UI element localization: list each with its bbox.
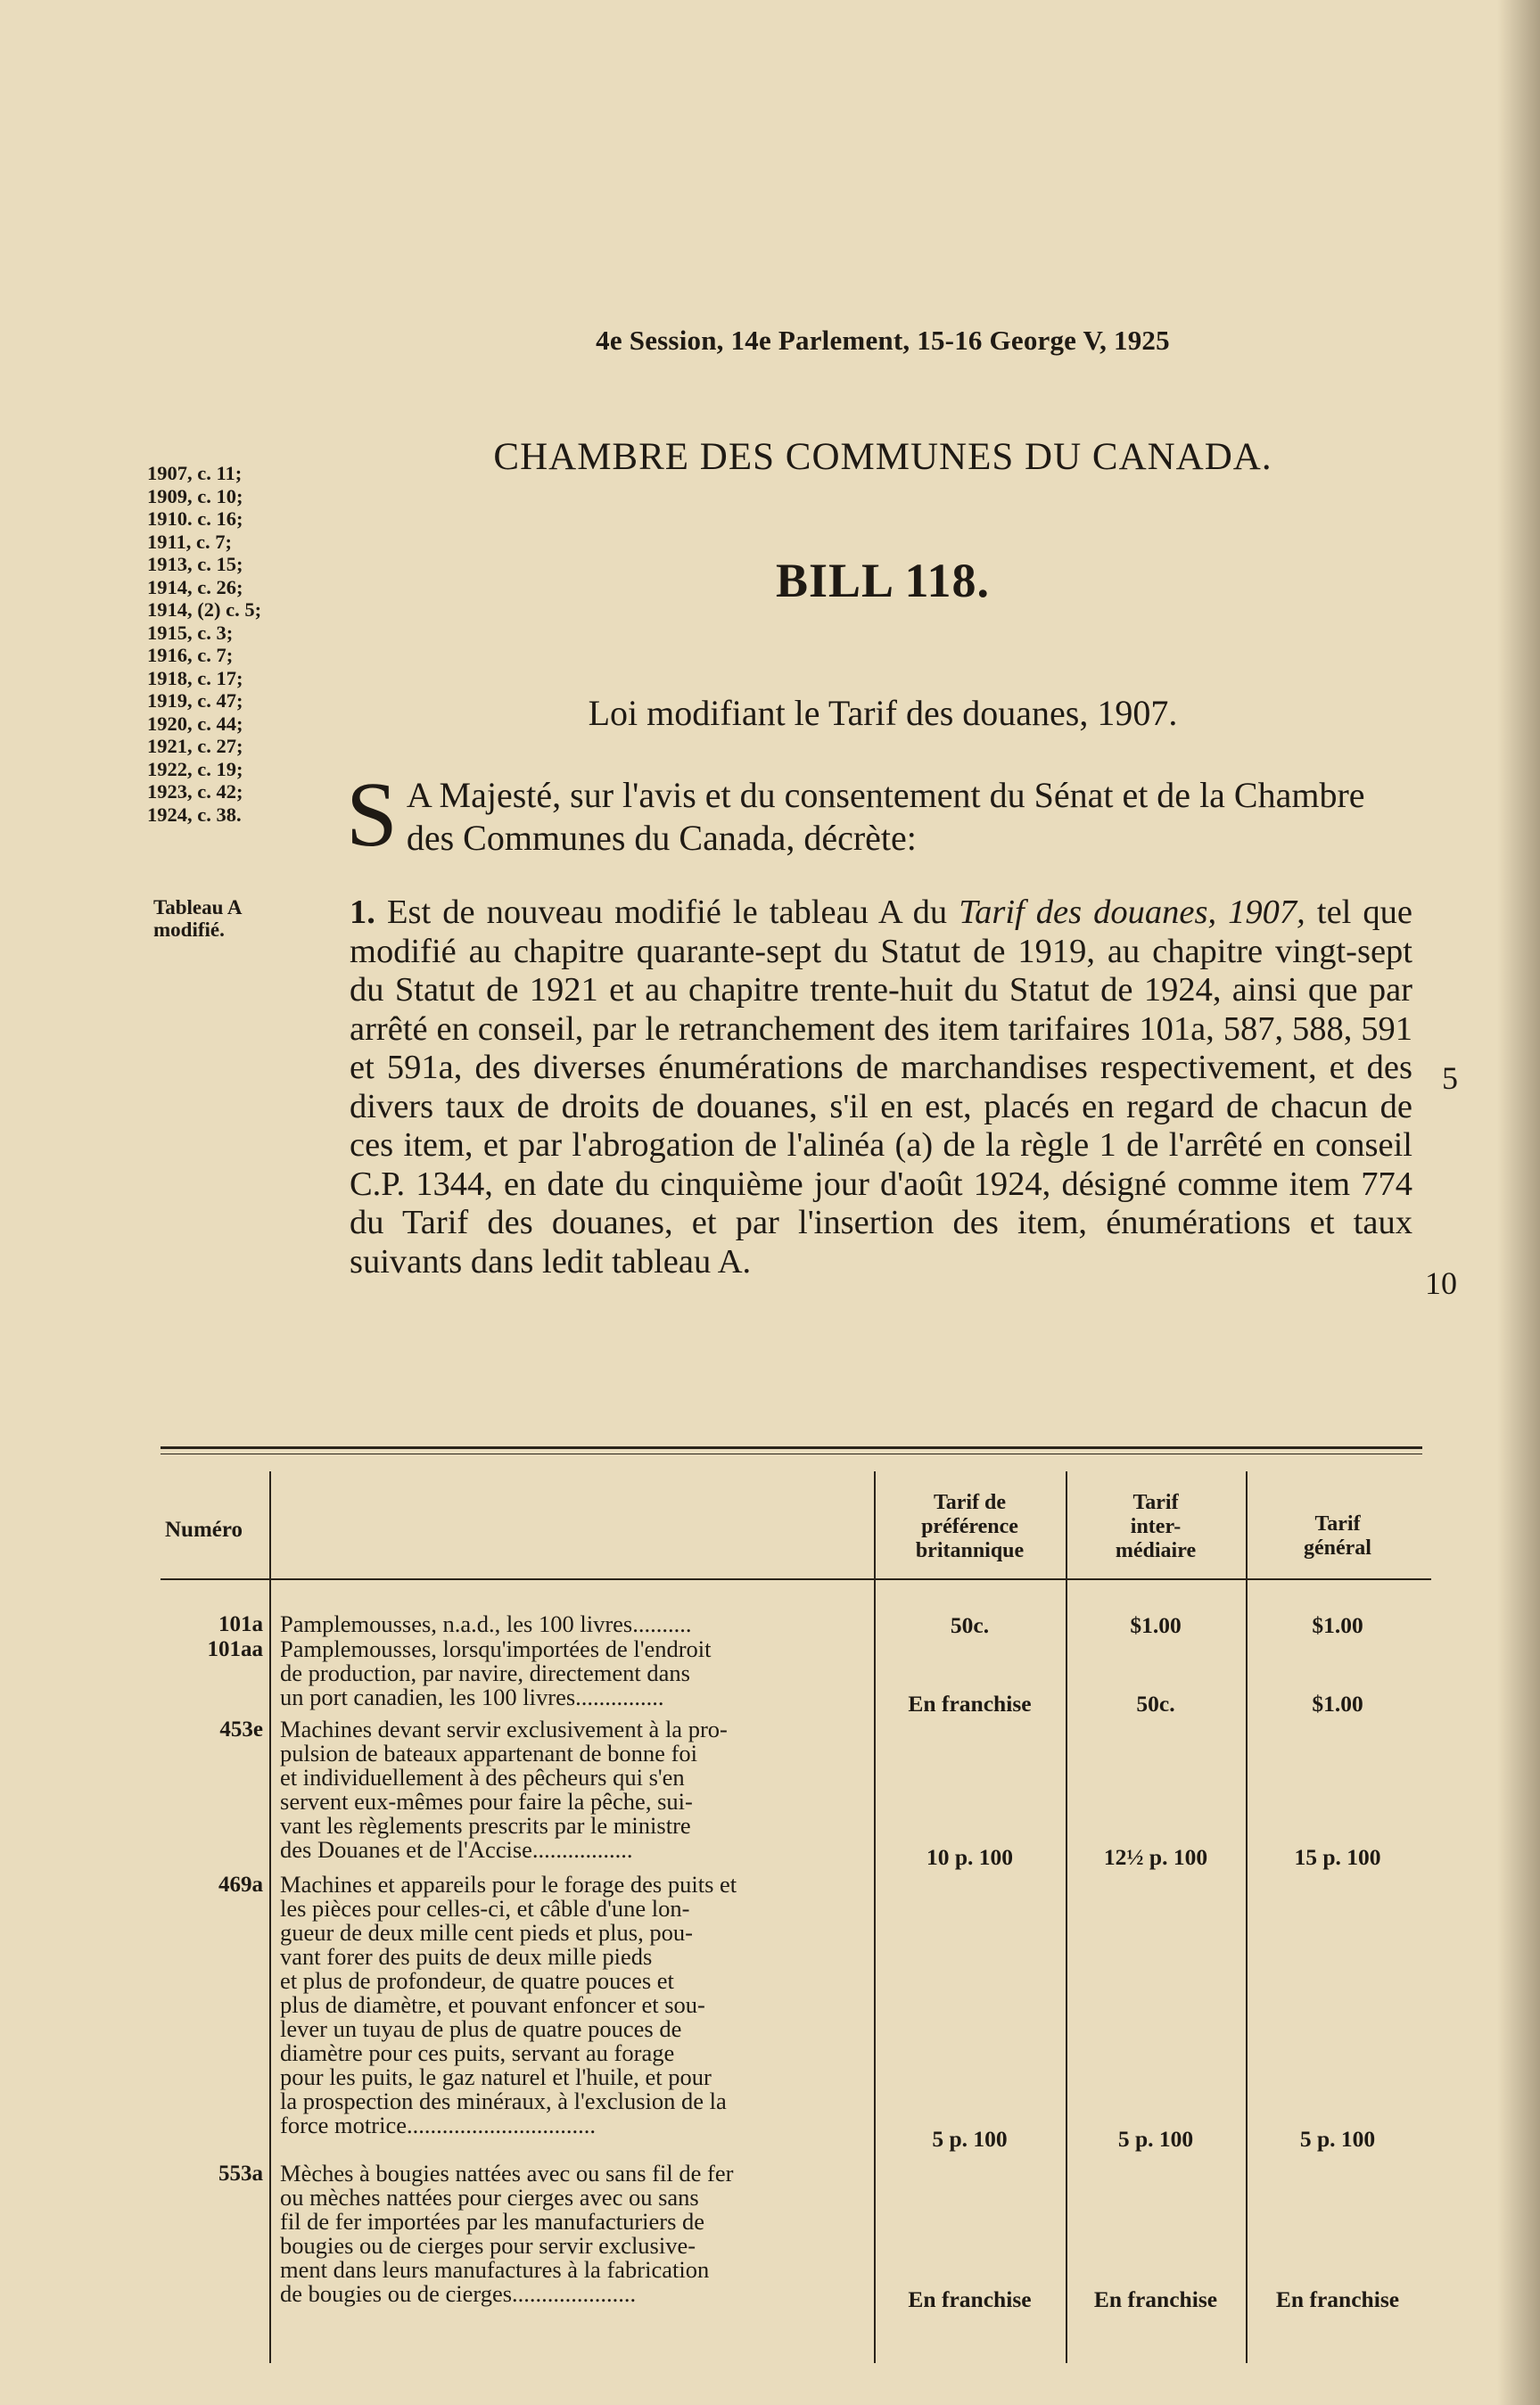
- table-header-rule: [161, 1578, 1431, 1580]
- section-text-2: tel que modifié au chapitre quarante-sept du Statut de 1919, au chapitre vingt-sept du Statut de 1921 et au chapitre trente-huit du Statut de 1924, ainsi que par arrêté en conseil, par le retranchement des item tarifaires 101a, 587, 588, 591 et 591a, des diverses énumérations de marchandises respectivement, et des divers taux de droits de douanes, s'il en est, placés en regard de chacun de ces item, et par l'abrogation de l'alinéa (a) de la règle 1 de l'arrêté en conseil C.P. 1344, en date du cinquième jour d'août 1924, désigné comme item 774 du Tarif des douanes, et par l'insertion des item, énumérations et taux suivants dans ledit tableau A.: [350, 894, 1413, 1281]
- section-number: 1.: [350, 894, 375, 931]
- table-col-divider: [1246, 1471, 1248, 2363]
- enacting-clause: [346, 763, 1411, 866]
- drop-cap: S: [346, 763, 398, 866]
- pref-rate: En franchise: [908, 2286, 1032, 2312]
- table-row-description: Pamplemousses, lorsqu'importées de l'endroit de production, par navire, directement dans un port canadien, les 100 livres...............: [280, 1635, 712, 1710]
- citation: 1915, c. 3;: [147, 621, 234, 644]
- section-text-1: Est de nouveau modifié le tableau A du: [386, 894, 948, 931]
- general-rate: 15 p. 100: [1294, 1844, 1381, 1870]
- general-rate: 5 p. 100: [1299, 2126, 1376, 2152]
- general-tariff-header: Tarif général: [1304, 1512, 1371, 1560]
- table-top-rule: [161, 1446, 1422, 1449]
- table-row-number: 453e: [219, 1717, 263, 1742]
- inter-tariff-header: Tarif inter- médiaire: [1115, 1491, 1197, 1562]
- citation: 1910. c. 16;: [147, 507, 243, 530]
- section-statute-title: Tarif des douanes, 1907,: [959, 894, 1305, 931]
- pref-rate: 10 p. 100: [926, 1844, 1014, 1870]
- table-row-description: Mèches à bougies nattées avec ou sans fil de fer ou mèches nattées pour cierges avec ou sans fil de fer importées par les manufacturiers de bougies ou de cierges pour servir exclusive- ment dans leurs manufactures à la fabrication de bougies ou de cierges.....................: [280, 2160, 734, 2307]
- table-row-number: 553a: [218, 2162, 263, 2186]
- session-header: 4e Session, 14e Parlement, 15-16 George V, 1925: [596, 325, 1170, 356]
- table-row-number: 101aa: [207, 1637, 263, 1661]
- margin-citations: [147, 462, 317, 826]
- table-col-divider: [1066, 1471, 1067, 2363]
- citation: 1919, c. 47;: [147, 689, 243, 712]
- general-rate: $1.00: [1312, 1691, 1363, 1717]
- table-row-number: 469a: [218, 1873, 263, 1897]
- chamber-title: CHAMBRE DES COMMUNES DU CANADA.: [493, 436, 1272, 478]
- inter-rate: 50c.: [1136, 1691, 1175, 1717]
- citation: 1918, c. 17;: [147, 666, 243, 689]
- citation: 1920, c. 44;: [147, 712, 243, 735]
- citation: 1922, c. 19;: [147, 757, 243, 780]
- line-number-5: 5: [1442, 1060, 1458, 1096]
- enacting-text: A Majesté, sur l'avis et du consentement du Sénat et de la Chambre des Communes du Canada, décrète:: [406, 775, 1365, 858]
- pref-rate: 50c.: [950, 1612, 990, 1638]
- pref-rate: En franchise: [908, 1691, 1032, 1717]
- inter-rate: 5 p. 100: [1117, 2126, 1194, 2152]
- section-1: [350, 894, 1412, 1281]
- table-row-description: Machines devant servir exclusivement à la pro- pulsion de bateaux appartenant de bonne foi et individuellement à des pêcheurs qui s'en servent eux-mêmes pour faire la pêche, sui- vant les règlements prescrits par le ministre des Douanes et de l'Accise.................: [280, 1716, 728, 1863]
- citation: 1914, (2) c. 5;: [147, 598, 262, 621]
- citation: 1913, c. 15;: [147, 553, 243, 575]
- inter-rate: $1.00: [1130, 1612, 1182, 1638]
- page-edge-shadow: [1497, 0, 1540, 2405]
- citation: 1916, c. 7;: [147, 644, 234, 666]
- citation: 1923, c. 42;: [147, 780, 243, 803]
- pref-rate: 5 p. 100: [932, 2126, 1008, 2152]
- table-row-description: Machines et appareils pour le forage des puits et les pièces pour celles-ci, et câble d'une lon- gueur de deux mille cent pieds et plus, pou- vant forer des puits de deux mille pieds et plus de profondeur, de quatre pouces et plus de diamètre, et pouvant enfoncer et sou- lever un tuyau de plus de quatre pouces de diamètre pour ces puits, servant au forage pour les puits, le gaz naturel et l'huile, et pour la prospection des minéraux, à l'exclusion de la force motrice................................: [280, 1871, 737, 2138]
- inter-rate: En franchise: [1093, 2286, 1218, 2312]
- citation: 1911, c. 7;: [147, 530, 232, 553]
- pref-tariff-header: Tarif de préférence britannique: [915, 1491, 1025, 1562]
- inter-rate: 12½ p. 100: [1103, 1844, 1208, 1870]
- general-rate: $1.00: [1312, 1612, 1363, 1638]
- citation: 1909, c. 10;: [147, 484, 243, 507]
- citation: 1924, c. 38.: [147, 803, 242, 826]
- general-rate: En franchise: [1275, 2286, 1400, 2312]
- line-number-10: 10: [1425, 1265, 1457, 1301]
- citation: 1921, c. 27;: [147, 735, 243, 757]
- table-row-description: Pamplemousses, n.a.d., les 100 livres..........: [280, 1610, 692, 1637]
- citation: 1907, c. 11;: [147, 462, 243, 484]
- table-row-number: 101a: [218, 1612, 263, 1636]
- bill-title: Loi modifiant le Tarif des douanes, 1907.: [588, 693, 1178, 733]
- citation: 1914, c. 26;: [147, 575, 243, 598]
- bill-number: BILL 118.: [775, 554, 991, 607]
- table-col-divider: [269, 1471, 271, 2363]
- table-col-divider: [874, 1471, 876, 2363]
- numero-header: Numéro: [165, 1518, 243, 1542]
- margin-note: Tableau A modifié.: [153, 896, 243, 941]
